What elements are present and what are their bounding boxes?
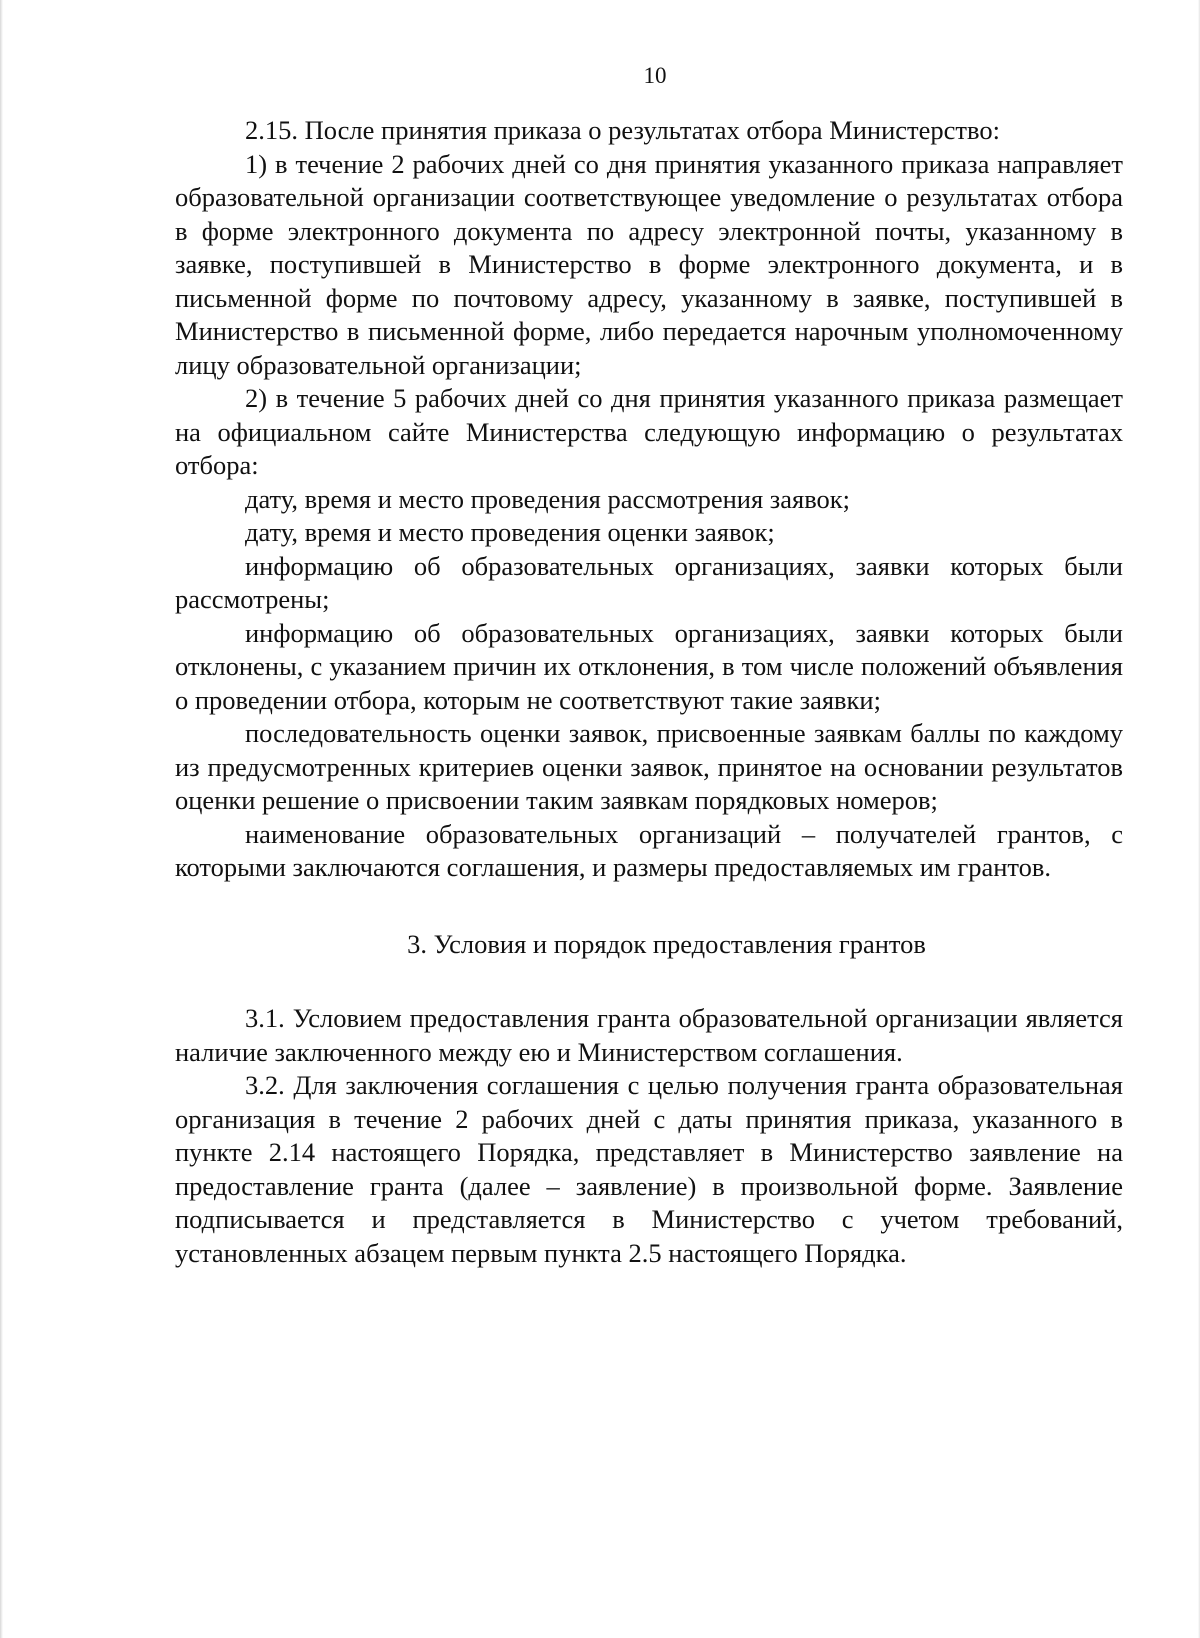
- info-item-evaluation-sequence: последовательность оценки заявок, присвоенные заявкам баллы по каждому из предусмотренных критериев оценки заявок, принятое на основании результатов оценки решение о присвоении таким заявкам порядковых номеров;: [175, 718, 1123, 815]
- paragraph-item-1: 1) в течение 2 рабочих дней со дня принятия указанного приказа направляет образовательной организации соответствующее уведомление о результатах отбора в форме электронного документа по адресу электронной почты, указанному в заявке, поступившей в Министерство в форме электронного документа, и в письменной форме по почтовому адресу, указанному в заявке, поступившей в Министерство в письменной форме, либо передается нарочным уполномоченному лицу образовательной организации;: [175, 148, 1123, 380]
- info-item-rejected-orgs: информацию об образовательных организациях, заявки которых были отклонены, с указанием причин их отклонения, в том числе положений объявления о проведении отбора, которым не соответствуют такие заявки;: [175, 617, 1123, 715]
- info-item-grant-recipients: наименование образовательных организаций – получателей грантов, с которыми заключаются соглашения, и размеры предоставляемых им грантов.: [175, 818, 1123, 882]
- scan-edge-left: [0, 0, 3, 1638]
- info-item-review-date: дату, время и место проведения рассмотрения заявок;: [245, 483, 851, 514]
- section-3-title: 3. Условия и порядок предоставления грантов: [407, 928, 926, 959]
- document-body: [175, 114, 1123, 1270]
- paragraph-3-1: 3.1. Условием предоставления гранта образовательной организации является наличие заключенного между ею и Министерством соглашения.: [175, 1003, 1123, 1067]
- page-number: 10: [643, 63, 667, 88]
- info-item-reviewed-orgs: информацию об образовательных организациях, заявки которых были рассмотрены;: [175, 550, 1123, 614]
- paragraph-3-2: 3.2. Для заключения соглашения с целью получения гранта образовательная организация в течение 2 рабочих дней с даты принятия приказа, указанного в пункте 2.14 настоящего Порядка, представляет в Министерство заявление на предоставление гранта (далее – заявление) в произвольной форме. Заявление подписывается и представляется в Министерство с учетом требований, установленных абзацем первым пункта 2.5 настоящего Порядка.: [175, 1070, 1123, 1268]
- paragraph-item-2: 2) в течение 5 рабочих дней со дня принятия указанного приказа размещает на официальном сайте Министерства следующую информацию о результатах отбора:: [175, 383, 1123, 480]
- info-item-evaluation-date: дату, время и место проведения оценки заявок;: [245, 517, 775, 547]
- paragraph-2-15: 2.15. После принятия приказа о результатах отбора Министерство:: [245, 115, 1000, 145]
